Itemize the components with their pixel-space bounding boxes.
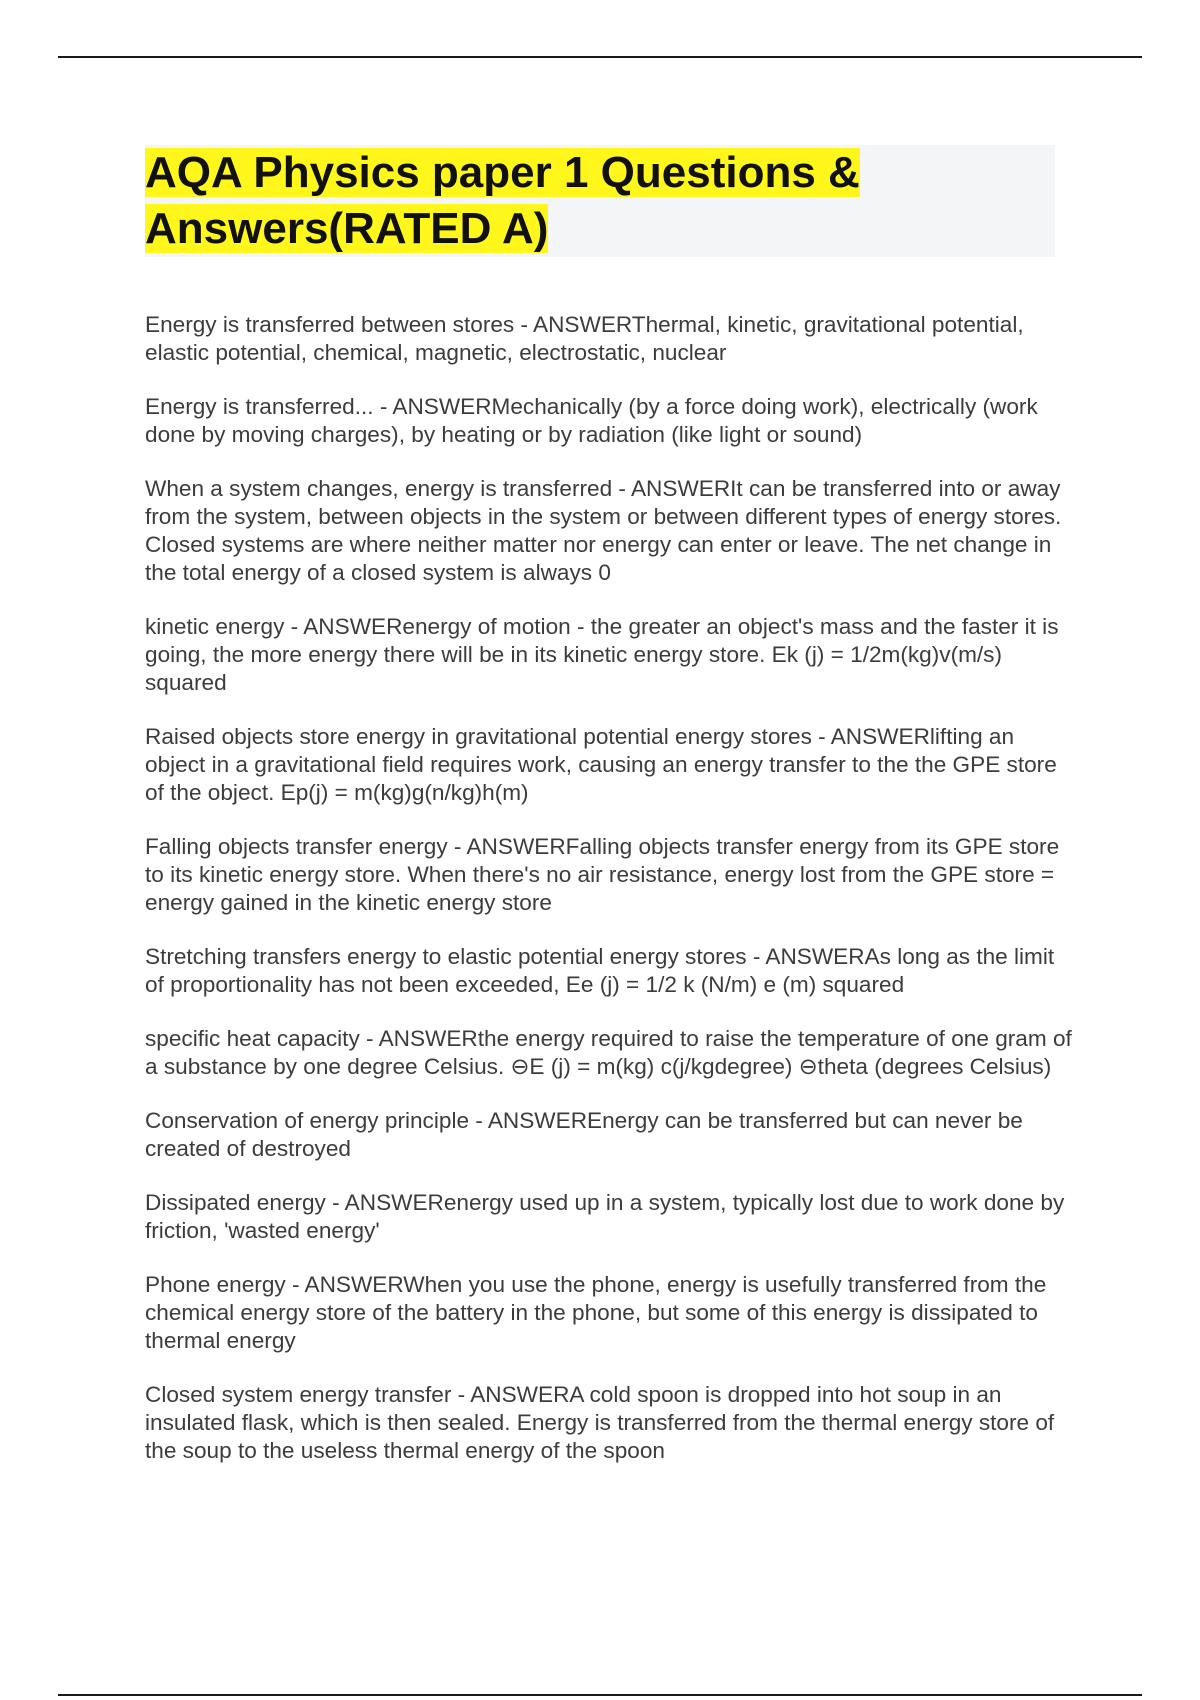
qa-item: kinetic energy - ANSWERenergy of motion - the greater an object's mass and the faster it is going, the more energy there will be in its kinetic energy store. Ek (j) = 1/2m(kg)v(m/s) squared xyxy=(145,614,1059,695)
bottom-rule xyxy=(58,1694,1142,1696)
document-title xyxy=(145,145,1055,257)
qa-item: Energy is transferred between stores - ANSWERThermal, kinetic, gravitational potential, elastic potential, chemical, magnetic, electrostatic, nuclear xyxy=(145,312,1024,365)
qa-item: Energy is transferred... - ANSWERMechanically (by a force doing work), electrically (work done by moving charges), by heating or by radiation (like light or sound) xyxy=(145,394,1038,447)
qa-item: Raised objects store energy in gravitational potential energy stores - ANSWERlifting an object in a gravitational field requires work, causing an energy transfer to the the GPE store of the object. Ep(j) = m(kg)g(n/kg)h(m) xyxy=(145,724,1057,805)
qa-item: Stretching transfers energy to elastic potential energy stores - ANSWERAs long as the limit of proportionality has not been exceeded, Ee (j) = 1/2 k (N/m) e (m) squared xyxy=(145,944,1055,997)
qa-item: Closed system energy transfer - ANSWERA cold spoon is dropped into hot soup in an insulated flask, which is then sealed. Energy is transferred from the thermal energy store of the soup to the useless thermal energy of the spoon xyxy=(145,1382,1055,1463)
qa-list xyxy=(145,311,1075,1491)
qa-item: specific heat capacity - ANSWERthe energy required to raise the temperature of one gram of a substance by one degree Celsius. ⊖E (j) = m(kg) c(j/kgdegree) ⊖theta (degrees Celsius) xyxy=(145,1026,1072,1079)
qa-item: Falling objects transfer energy - ANSWERFalling objects transfer energy from its GPE store to its kinetic energy store. When there's no air resistance, energy lost from the GPE store = energy gained in the kinetic energy store xyxy=(145,834,1060,915)
title-highlight: AQA Physics paper 1 Questions & Answers(RATED A) xyxy=(145,148,860,253)
qa-item: Dissipated energy - ANSWERenergy used up in a system, typically lost due to work done by friction, 'wasted energy' xyxy=(145,1190,1065,1243)
title-block xyxy=(145,145,1055,257)
qa-item: Conservation of energy principle - ANSWEREnergy can be transferred but can never be created of destroyed xyxy=(145,1108,1023,1161)
qa-item: When a system changes, energy is transferred - ANSWERIt can be transferred into or away from the system, between objects in the system or between different types of energy stores. Closed systems are where neither matter nor energy can enter or leave. The net change in the total energy of a closed system is always 0 xyxy=(145,476,1062,585)
top-rule xyxy=(58,56,1142,58)
qa-item: Phone energy - ANSWERWhen you use the phone, energy is usefully transferred from the chemical energy store of the battery in the phone, but some of this energy is dissipated to thermal energy xyxy=(145,1272,1047,1353)
